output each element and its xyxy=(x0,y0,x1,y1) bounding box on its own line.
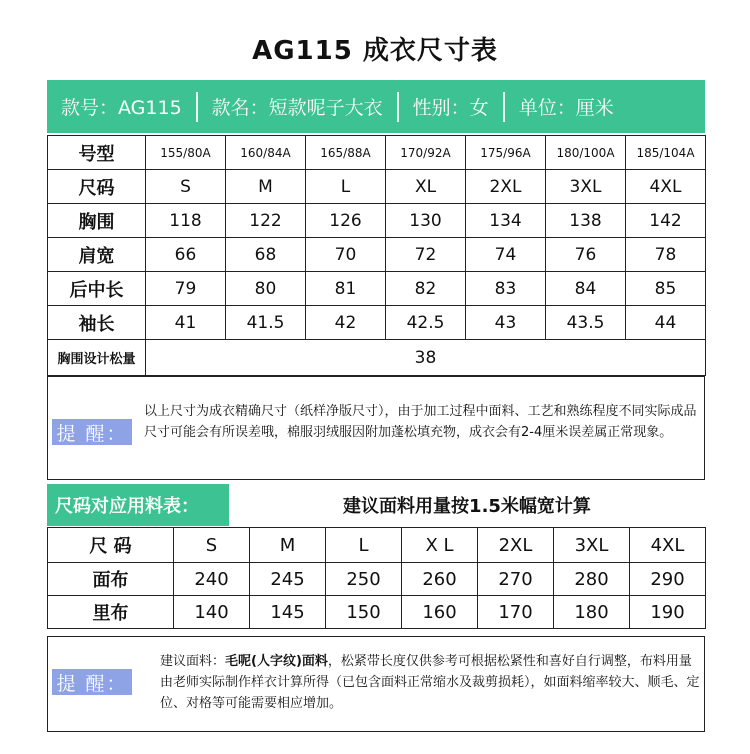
size-cell: 79 xyxy=(146,272,226,306)
size-cell: 76 xyxy=(546,238,626,272)
gender: 性别：女 xyxy=(412,97,489,119)
notice-prefix: 建议面料： xyxy=(160,654,226,669)
size-cell: 84 xyxy=(546,272,626,306)
fabric-row xyxy=(48,563,706,596)
row-label: 后中长 xyxy=(48,272,146,306)
row-label: 号型 xyxy=(48,136,146,170)
size-cell: 118 xyxy=(146,204,226,238)
divider xyxy=(503,92,505,122)
size-cell: 41.5 xyxy=(226,306,306,340)
size-cell: 78 xyxy=(626,238,706,272)
size-cell: 138 xyxy=(546,204,626,238)
fabric-cell: M xyxy=(250,528,326,563)
size-cell: 160/84A xyxy=(226,136,306,170)
fabric-cell: 280 xyxy=(554,563,630,596)
size-cell: 66 xyxy=(146,238,226,272)
notice-body: ，松紧带长度仅供参考可根据松紧性和喜好自行调整，布料用量由老师实际制作样衣计算所得（已包含面料正常缩水及裁剪损耗），如面料缩率较大、顺毛、定位、对格等可能需要相应增加。 xyxy=(160,654,700,711)
notice-text-2 xyxy=(160,651,700,714)
fabric-row xyxy=(48,596,706,629)
size-table xyxy=(47,135,706,376)
divider xyxy=(397,92,399,122)
size-cell: 175/96A xyxy=(466,136,546,170)
fabric-cell: 180 xyxy=(554,596,630,629)
size-cell: XL xyxy=(386,170,466,204)
fabric-cell: 3XL xyxy=(554,528,630,563)
fabric-section-label: 尺码对应用料表： xyxy=(47,484,229,526)
row-label: 肩宽 xyxy=(48,238,146,272)
divider xyxy=(196,92,198,122)
size-row xyxy=(48,272,706,306)
size-cell: 155/80A xyxy=(146,136,226,170)
size-cell: 82 xyxy=(386,272,466,306)
size-row xyxy=(48,136,706,170)
size-cell: 43 xyxy=(466,306,546,340)
fabric-cell: L xyxy=(326,528,402,563)
fabric-cell: 290 xyxy=(630,563,706,596)
fabric-cell: 140 xyxy=(174,596,250,629)
fabric-cell: 170 xyxy=(478,596,554,629)
fabric-cell: 240 xyxy=(174,563,250,596)
fabric-cell: 260 xyxy=(402,563,478,596)
row-label: 里布 xyxy=(48,596,174,629)
ease-row xyxy=(48,340,706,376)
ease-label: 胸围设计松量 xyxy=(48,340,146,376)
size-cell: 81 xyxy=(306,272,386,306)
size-cell: 80 xyxy=(226,272,306,306)
style-number: 款号：AG115 xyxy=(61,97,182,119)
row-label: 袖长 xyxy=(48,306,146,340)
fabric-section-title: 建议面料用量按1.5米幅宽计算 xyxy=(343,496,591,517)
unit: 单位：厘米 xyxy=(518,97,614,119)
size-cell: 85 xyxy=(626,272,706,306)
fabric-cell: 270 xyxy=(478,563,554,596)
size-cell: 142 xyxy=(626,204,706,238)
fabric-table xyxy=(47,527,706,629)
notice-box-2 xyxy=(47,636,705,732)
notice-badge: 提 醒： xyxy=(52,669,132,695)
size-cell: 68 xyxy=(226,238,306,272)
row-label: 尺码 xyxy=(48,170,146,204)
size-cell: 130 xyxy=(386,204,466,238)
fabric-cell: 160 xyxy=(402,596,478,629)
size-cell: 185/104A xyxy=(626,136,706,170)
notice-text: 以上尺寸为成衣精确尺寸（纸样净版尺寸），由于加工过程中面料、工艺和熟练程度不同实际成品尺寸可能会有所误差哦，棉服羽绒服因附加蓬松填充物，成衣会有2-4厘米误差属正常现象。 xyxy=(144,404,697,440)
fabric-cell: 190 xyxy=(630,596,706,629)
size-cell: 4XL xyxy=(626,170,706,204)
size-cell: 126 xyxy=(306,204,386,238)
fabric-cell: 145 xyxy=(250,596,326,629)
size-cell: 165/88A xyxy=(306,136,386,170)
size-cell: 43.5 xyxy=(546,306,626,340)
fabric-cell: 4XL xyxy=(630,528,706,563)
size-cell: 42.5 xyxy=(386,306,466,340)
fabric-cell: 2XL xyxy=(478,528,554,563)
size-row xyxy=(48,170,706,204)
fabric-header-row xyxy=(48,528,706,563)
ease-value: 38 xyxy=(146,340,706,376)
notice-fabric-bold: 毛呢(人字纹)面料 xyxy=(225,654,328,669)
fabric-cell: 250 xyxy=(326,563,402,596)
fabric-cell: 150 xyxy=(326,596,402,629)
size-cell: M xyxy=(226,170,306,204)
size-cell: S xyxy=(146,170,226,204)
size-cell: 170/92A xyxy=(386,136,466,170)
size-cell: 122 xyxy=(226,204,306,238)
fabric-cell: X L xyxy=(402,528,478,563)
size-cell: 44 xyxy=(626,306,706,340)
size-row xyxy=(48,238,706,272)
row-label: 面布 xyxy=(48,563,174,596)
notice-badge: 提 醒： xyxy=(52,419,132,445)
size-cell: 180/100A xyxy=(546,136,626,170)
size-cell: 3XL xyxy=(546,170,626,204)
size-cell: 72 xyxy=(386,238,466,272)
notice-box xyxy=(47,376,705,480)
size-cell: 83 xyxy=(466,272,546,306)
size-cell: 74 xyxy=(466,238,546,272)
info-header-bar xyxy=(47,80,705,133)
size-cell: 70 xyxy=(306,238,386,272)
page-title: AG115 成衣尺寸表 xyxy=(252,36,498,66)
size-cell: 41 xyxy=(146,306,226,340)
size-row xyxy=(48,204,706,238)
style-name: 款名：短款呢子大衣 xyxy=(211,97,383,119)
size-cell: 42 xyxy=(306,306,386,340)
fabric-cell: 245 xyxy=(250,563,326,596)
size-row xyxy=(48,306,706,340)
row-label: 尺 码 xyxy=(48,528,174,563)
size-cell: L xyxy=(306,170,386,204)
row-label: 胸围 xyxy=(48,204,146,238)
size-cell: 134 xyxy=(466,204,546,238)
size-cell: 2XL xyxy=(466,170,546,204)
fabric-cell: S xyxy=(174,528,250,563)
